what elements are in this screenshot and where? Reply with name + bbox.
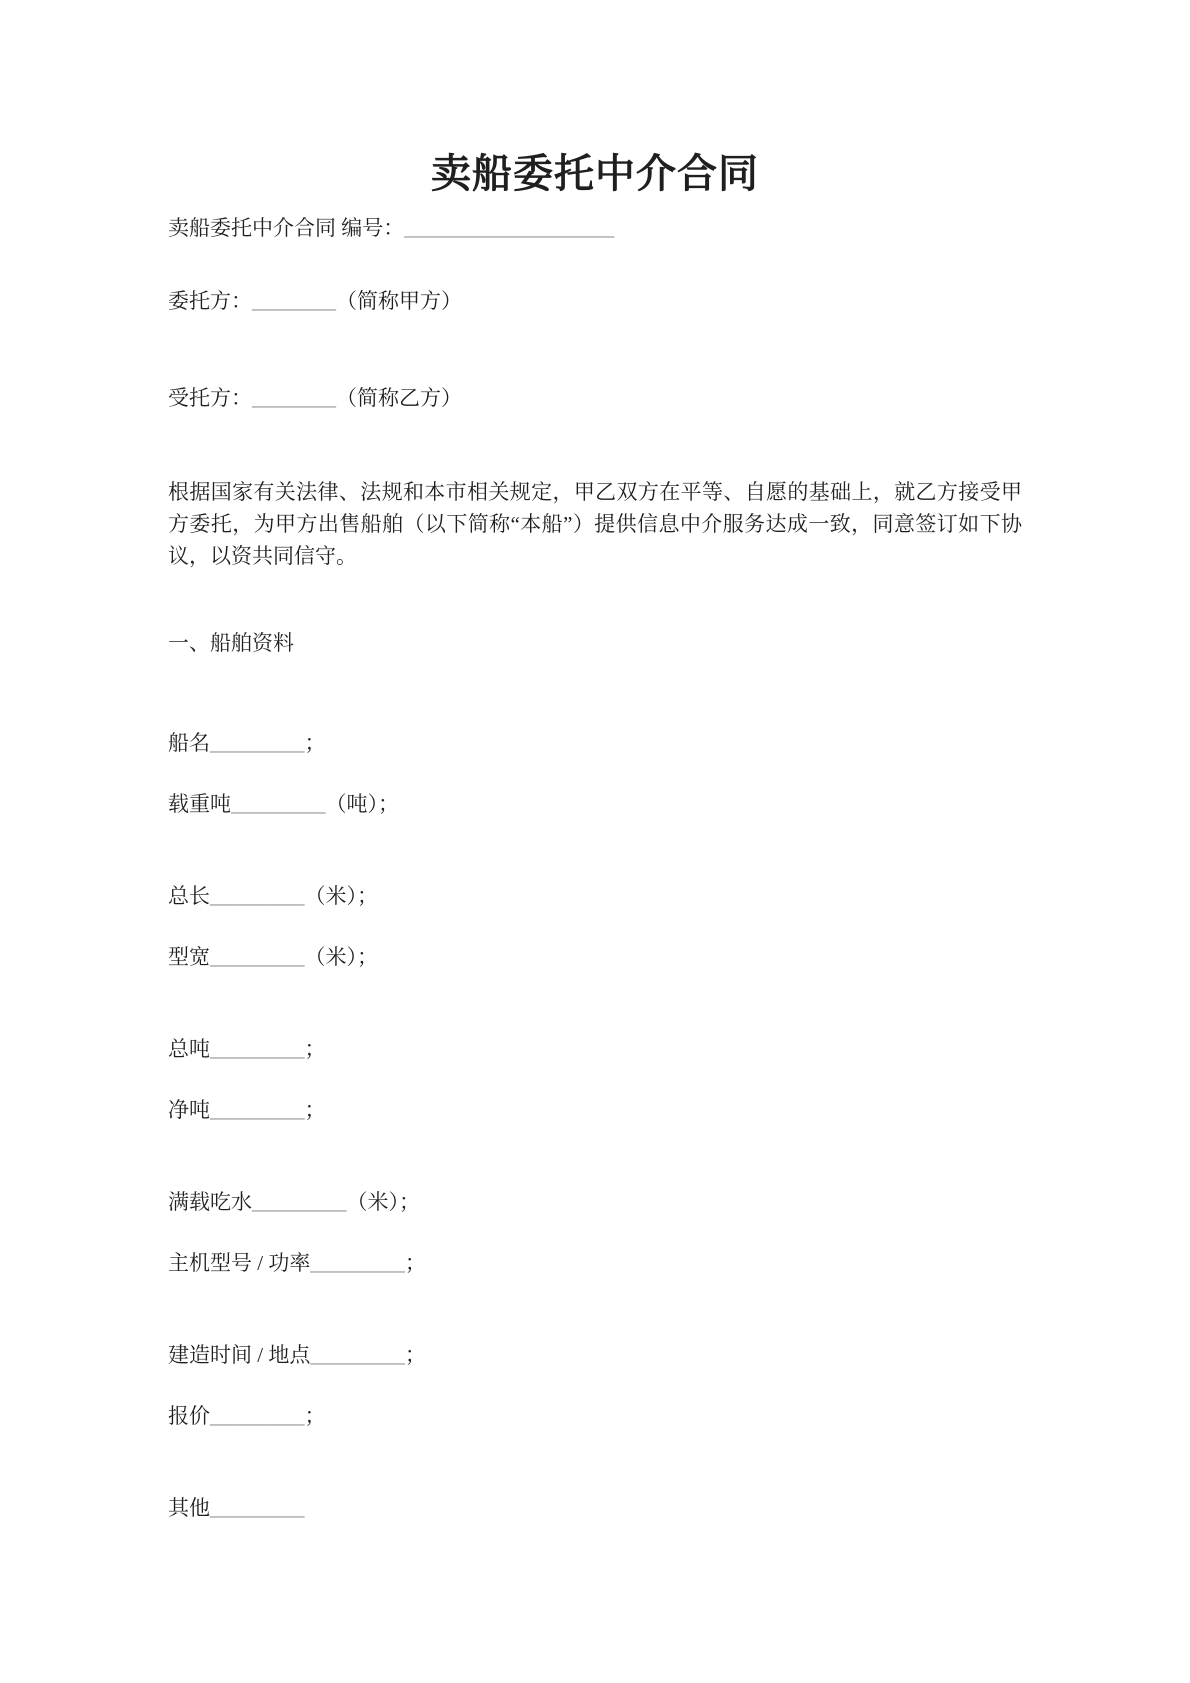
ship-field-suffix: ； [404, 1343, 426, 1368]
ship-field-label: 载重吨 [168, 792, 231, 817]
ship-field-suffix: ； [304, 1404, 326, 1429]
ship-field-label: 船名 [168, 731, 210, 756]
ship-field-suffix: ； [404, 1251, 426, 1276]
ship-field-row [168, 792, 1022, 817]
document-title: 卖船委托中介合同 [431, 151, 759, 196]
ship-field-row [168, 1251, 1022, 1276]
ship-field-blank: _________ [210, 1098, 305, 1123]
ship-field-blank: _________ [210, 884, 305, 909]
ship-field-row [168, 1098, 1022, 1123]
ship-field-blank: _________ [310, 1343, 405, 1368]
party-b-note: （简称乙方） [336, 386, 462, 411]
ship-field-suffix: ； [304, 1037, 326, 1062]
ship-field-suffix: （米）； [346, 1190, 420, 1215]
ship-field-row [168, 884, 1022, 909]
ship-field-blank: _________ [210, 945, 305, 970]
ship-field-label: 建造时间 / 地点 [168, 1343, 311, 1368]
party-b-label: 受托方： [168, 386, 252, 411]
party-b-line [168, 386, 1022, 411]
ship-field-blank: _________ [310, 1251, 405, 1276]
contract-number-line [168, 216, 1022, 241]
ship-field-suffix: （吨）； [325, 792, 399, 817]
ship-field-blank: _________ [210, 1496, 305, 1521]
party-a-note: （简称甲方） [336, 289, 462, 314]
ship-field-label: 总长 [168, 884, 210, 909]
party-a-blank: ________ [252, 289, 336, 314]
ship-field-row [168, 731, 1022, 756]
ship-field-blank: _________ [231, 792, 326, 817]
contract-number-blank: ____________________ [404, 216, 615, 241]
party-a-label: 委托方： [168, 289, 252, 314]
ship-field-label: 净吨 [168, 1098, 210, 1123]
ship-field-row [168, 1037, 1022, 1062]
ship-field-suffix: （米）； [304, 884, 378, 909]
ship-field-row [168, 1496, 1022, 1521]
ship-field-label: 其他 [168, 1496, 210, 1521]
ship-field-blank: _________ [210, 1404, 305, 1429]
ship-field-blank: _________ [210, 1037, 305, 1062]
preamble-paragraph: 根据国家有关法律、法规和本市相关规定，甲乙双方在平等、自愿的基础上，就乙方接受甲方委托，为甲方出售船舶（以下简称“本船”）提供信息中介服务达成一致，同意签订如下协议，以资共同信守。 [168, 480, 1022, 569]
ship-field-label: 总吨 [168, 1037, 210, 1062]
ship-field-blank: _________ [252, 1190, 347, 1215]
ship-field-row [168, 945, 1022, 970]
ship-info-field-list [168, 731, 1022, 1521]
party-b-blank: ________ [252, 386, 336, 411]
party-a-line [168, 289, 1022, 314]
section-heading-ship-info: 一、船舶资料 [168, 631, 294, 656]
ship-field-suffix: ； [304, 1098, 326, 1123]
ship-field-label: 主机型号 / 功率 [168, 1251, 311, 1276]
ship-field-row [168, 1343, 1022, 1368]
ship-field-suffix: （米）； [304, 945, 378, 970]
ship-field-label: 满载吃水 [168, 1190, 252, 1215]
ship-field-row [168, 1404, 1022, 1429]
ship-field-row [168, 1190, 1022, 1215]
ship-field-label: 型宽 [168, 945, 210, 970]
contract-number-label: 卖船委托中介合同 编号： [168, 216, 405, 241]
ship-field-suffix: ； [304, 731, 326, 756]
ship-field-blank: _________ [210, 731, 305, 756]
ship-field-label: 报价 [168, 1404, 210, 1429]
